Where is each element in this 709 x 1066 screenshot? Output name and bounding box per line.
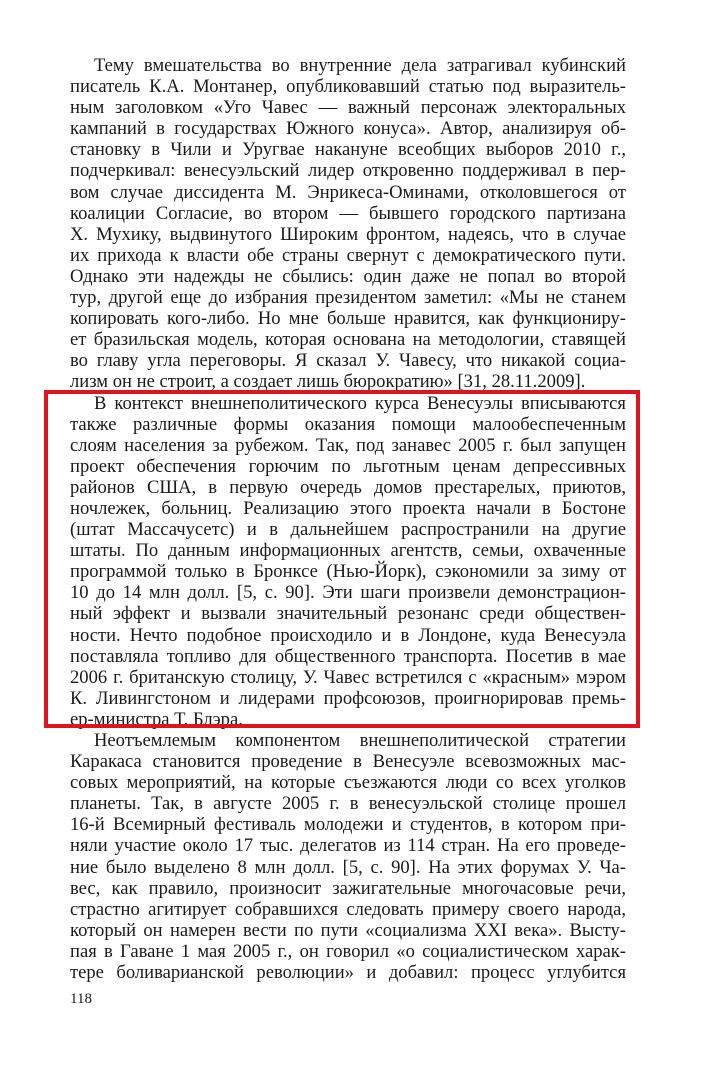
text-line: который он намерен вести по пути «социализма XXI века». Высту- [70,919,626,941]
text-line: тере боливарианской революции» и добавил: процесс углубится [70,962,626,984]
paragraph-2-highlighted [70,393,626,731]
text-line: также различные формы оказания помощи малообеспеченным [70,413,626,435]
text-line: (штат Массачусетс) и в дальнейшем распространили на другие [70,519,626,541]
paragraph-3 [70,730,626,983]
text-line: вес, как правило, произносит зажигательные многочасовые речи, [70,877,626,899]
text-line: 16-й Всемирный фестиваль молодежи и студентов, в котором при- [70,814,626,836]
text-line: планеты. Так, в августе 2005 г. в венесуэльской столице прошел [70,793,626,815]
text-line: слоям населения за рубежом. Так, под занавес 2005 г. был запущен [70,434,626,456]
text-line: Каракаса становится проведение в Венесуэле всевозможных мас- [70,751,626,773]
paragraph-1 [70,55,626,393]
text-line: пая в Гаване 1 мая 2005 г., он говорил «о социалистическом харак- [70,940,626,962]
text-line: 2006 г. британскую столицу, У. Чавес встретился с «красным» мэром [70,666,626,688]
text-line: ным заголовком «Уго Чавес — важный персонаж электоральных [70,97,626,119]
text-line: их прихода к власти обе страны свернут с демократического пути. [70,244,626,266]
text-line: Тему вмешательства во внутренние дела затрагивал кубинский [94,55,626,76]
text-line: кампаний в государствах Южного конуса». Автор, анализируя об- [70,118,626,140]
text-line: 10 до 14 млн долл. [5, с. 90]. Эти шаги произвели демонстрацион- [70,582,626,604]
text-line: штаты. По данным информационных агентств, семьи, охваченные [70,540,626,562]
text-line: В контекст внешнеполитического курса Венесуэлы вписываются [94,392,626,414]
text-line: Х. Мухику, выдвинутого Широким фронтом, надеясь, что в случае [70,223,626,245]
text-line: няли участие около 17 тыс. делегатов из 114 стран. На его проведе- [70,835,626,857]
text-line: К. Ливингстоном и лидерами профсоюзов, проигнорировав премь- [70,687,626,709]
text-line: страстно агитирует собравшихся следовать примеру своего народа, [70,898,626,920]
text-line: совых мероприятий, на которые съезжаются люди со всех уголков [70,772,626,794]
text-line: становку в Чили и Уругвае накануне всеобщих выборов 2010 г., [70,139,626,161]
text-line: копировать кого-либо. Но мне больше нравится, как функциониру- [70,308,626,330]
text-line: подчеркивал: венесуэльский лидер откровенно поддерживал в пер- [70,160,626,182]
text-line: Однако эти надежды не сбылись: один даже не попал во второй [70,265,626,287]
text-line: писатель К.А. Монтанер, опубликовавший статью под выразитель- [70,76,626,98]
text-line: поставляла топливо для общественного транспорта. Посетив в мае [70,645,626,667]
text-line: ный эффект и вызвали значительный резонанс среди обществен- [70,603,626,625]
page-body [70,55,626,983]
text-line: проект обеспечения горючим по льготным ценам депрессивных [70,455,626,477]
text-line: тур, другой еще до избрания президентом заметил: «Мы не станем [70,287,626,309]
text-line: районов США, в первую очередь домов престарелых, приютов, [70,476,626,498]
text-line: программой только в Бронксе (Нью-Йорк), сэкономили за зиму от [70,561,626,583]
text-line: коалиции Согласие, во втором — бывшего городского партизана [70,202,626,224]
page-number: 118 [70,991,92,1007]
text-line: ер-министра Т. Блэра. [70,708,243,730]
text-line: во главу угла переговоры. Я сказал У. Чавесу, что никакой социа- [70,350,626,372]
text-line: лизм он не строит, а создает лишь бюрократию» [31, 28.11.2009]. [70,371,586,393]
text-line: вом случае диссидента М. Энрикеса-Оминами, отколовшегося от [70,181,626,203]
text-line: ние было выделено 8 млн долл. [5, с. 90]. На этих форумах У. Ча- [70,856,626,878]
text-line: ночлежек, больниц. Реализацию этого проекта начали в Бостоне [70,497,626,519]
text-line: ности. Нечто подобное происходило и в Лондоне, куда Венесуэла [70,624,626,646]
text-line: Неотъемлемым компонентом внешнеполитической стратегии [94,730,626,751]
text-line: ет бразильская модель, которая основана на методологии, ставящей [70,329,626,351]
